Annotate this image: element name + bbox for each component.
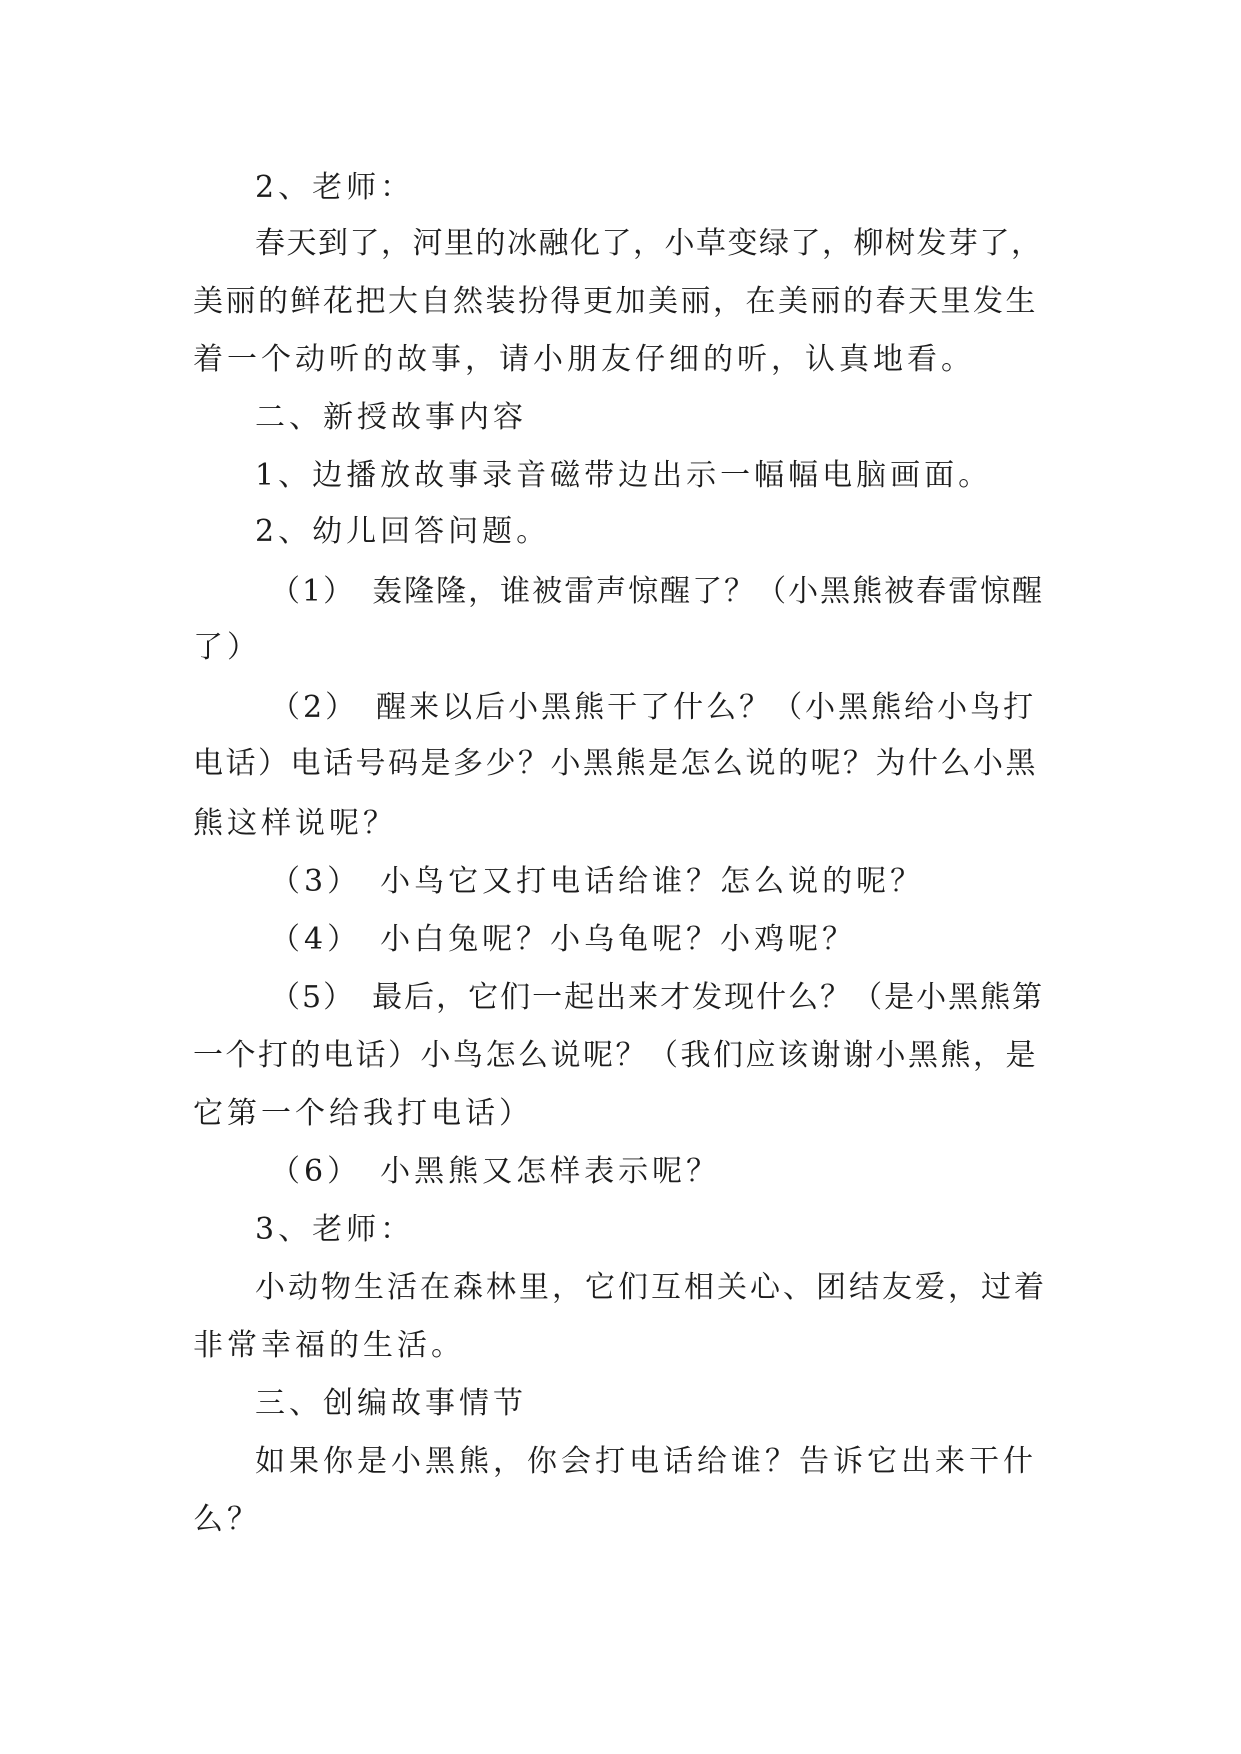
paragraph-line: 小动物生活在森林里，它们互相关心、团结友爱，过着 bbox=[255, 1270, 1047, 1305]
paragraph-line: 春天到了，河里的冰融化了，小草变绿了，柳树发芽了， bbox=[255, 226, 1043, 261]
question-2-continued: 电话）电话号码是多少？小黑熊是怎么说的呢？为什么小黑 bbox=[193, 746, 1038, 781]
question-5-continued: 一个打的电话）小鸟怎么说呢？（我们应该谢谢小黑熊，是 bbox=[193, 1038, 1038, 1073]
question-2-continued: 熊这样说呢？ bbox=[193, 806, 397, 841]
question-4: （4） 小白兔呢？小乌龟呢？小鸡呢？ bbox=[270, 922, 857, 957]
paragraph-line: 着一个动听的故事，请小朋友仔细的听，认真地看。 bbox=[193, 342, 975, 377]
question-3: （3） 小鸟它又打电话给谁？怎么说的呢？ bbox=[270, 864, 925, 899]
paragraph-line: 么？ bbox=[193, 1502, 261, 1537]
list-heading-teacher-2: 2、老师： bbox=[255, 170, 415, 205]
list-item-answer-questions: 2、幼儿回答问题。 bbox=[255, 514, 551, 549]
question-5: （5） 最后，它们一起出来才发现什么？（是小黑熊第 bbox=[270, 980, 1045, 1015]
question-6: （6） 小黑熊又怎样表示呢？ bbox=[270, 1154, 721, 1189]
list-item-play-story: 1、边播放故事录音磁带边出示一幅幅电脑画面。 bbox=[255, 458, 993, 493]
list-heading-teacher-3: 3、老师： bbox=[255, 1212, 415, 1247]
question-2: （2） 醒来以后小黑熊干了什么？（小黑熊给小鸟打 bbox=[270, 690, 1037, 725]
section-heading-new-story: 二、新授故事内容 bbox=[255, 400, 527, 435]
question-5-continued: 它第一个给我打电话） bbox=[193, 1096, 533, 1131]
question-1: （1） 轰隆隆，谁被雷声惊醒了？（小黑熊被春雷惊醒 bbox=[270, 574, 1045, 609]
question-1-continued: 了） bbox=[193, 630, 261, 665]
paragraph-line: 如果你是小黑熊，你会打电话给谁？告诉它出来干什 bbox=[255, 1444, 1037, 1479]
section-heading-create-plot: 三、创编故事情节 bbox=[255, 1386, 527, 1421]
paragraph-line: 非常幸福的生活。 bbox=[193, 1328, 465, 1363]
paragraph-line: 美丽的鲜花把大自然装扮得更加美丽，在美丽的春天里发生 bbox=[193, 284, 1038, 319]
